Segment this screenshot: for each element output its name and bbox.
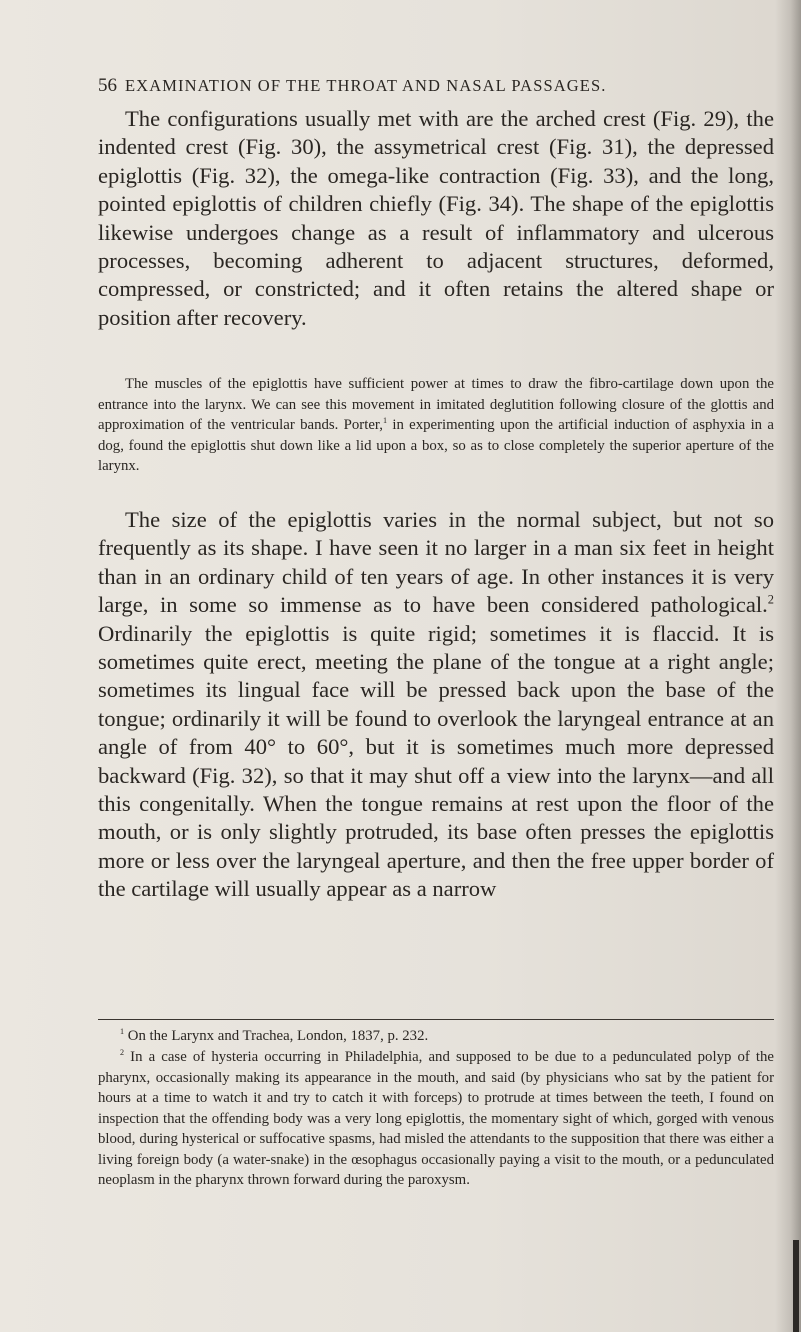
paragraph-size-text-b: Ordinarily the epiglottis is quite rigid; sometimes it is flaccid. It is sometimes quite erect, meeting the plane of the tongue at a right angle; sometimes its lingual face will be pressed back upon the base of the tongue; ordinarily it will be found to overlook the laryngeal entrance at an angle of from 40° to 60°, but it is sometimes much more depressed backward (Fig. 32), so that it may shut off a view into the larynx—and all this congenitally. When the tongue remains at rest upon the floor of the mouth, or is only slightly protruded, its base often presses the epiglottis more or less over the laryngeal aperture, and then the free upper border of the cartilage will usually appear as a narrow: [98, 620, 774, 902]
paragraph-configurations: The configurations usually met with are the arched crest (Fig. 29), the indented crest (Fig. 30), the assymetrical crest (Fig. 31), the depressed epiglottis (Fig. 32), the omega-like contraction (Fig. 33), and the long, pointed epiglottis of children chiefly (Fig. 34). The shape of the epiglottis likewise undergoes change as a result of inflammatory and ulcerous processes, becoming adherent to adjacent structures, deformed, compressed, or constricted; and it often retains the altered shape or position after recovery.: [98, 106, 774, 330]
paragraph-muscles-text-b: in experimenting upon the artificial induction of asphyxia in a dog, found the epiglottis shut down like a lid upon a box, so as to close completely the superior aperture of the larynx.: [98, 417, 774, 474]
page-edge-shadow: [775, 0, 801, 1332]
footnote-1-text: On the Larynx and Trachea, London, 1837, p. 232.: [124, 1028, 429, 1044]
footnote-ref-1: 1: [382, 416, 387, 426]
page-number: 56: [98, 75, 117, 96]
binding-edge-mark: [793, 1240, 799, 1332]
running-header: [98, 75, 738, 97]
running-title: EXAMINATION OF THE THROAT AND NASAL PASSAGES.: [125, 76, 607, 95]
footnote-2-text: In a case of hysteria occurring in Philadelphia, and supposed to be due to a pedunculated polyp of the pharynx, occasionally making its appearance in the mouth, and said (by physicians who sat by the patient for hours at a time to watch it and try to catch it with forceps) to protrude at times between the teeth, I found on inspection that the offending body was a very long epiglottis, the momentary sight of which, gorged with venous blood, during hysterical or suffocative spasms, had misled the attendants to the supposition that there was either a living foreign body (a water-snake) in the œsophagus occasionally paying a visit to the mouth, or a pedunculated neoplasm in the pharynx thrown forward during the paroxysm.: [98, 1049, 774, 1188]
paragraph-size-text-a: The size of the epiglottis varies in the normal subject, but not so frequently as its shape. I have seen it no larger in a man six feet in height than in an ordinary child of ten years of age. In other instances it is very large, in some so immense as to have been considered pathological.: [98, 507, 774, 618]
footnote-rule: [98, 1019, 774, 1020]
paragraph-muscles: [98, 374, 774, 477]
paragraph-muscles-text-a: The muscles of the epiglottis have sufficient power at times to draw the fibro-cartilage down upon the entrance into the larynx. We can see this movement in imitated deglutition following closure of the glottis and approximation of the ventricular bands. Porter,: [98, 376, 774, 433]
footnote-2-marker: 2: [120, 1048, 125, 1058]
footnote-2: [98, 1047, 774, 1191]
footnote-1-marker: 1: [120, 1027, 125, 1037]
paragraph-size: [98, 506, 774, 904]
footnote-ref-2: 2: [767, 592, 774, 607]
footnote-1: [98, 1026, 774, 1047]
